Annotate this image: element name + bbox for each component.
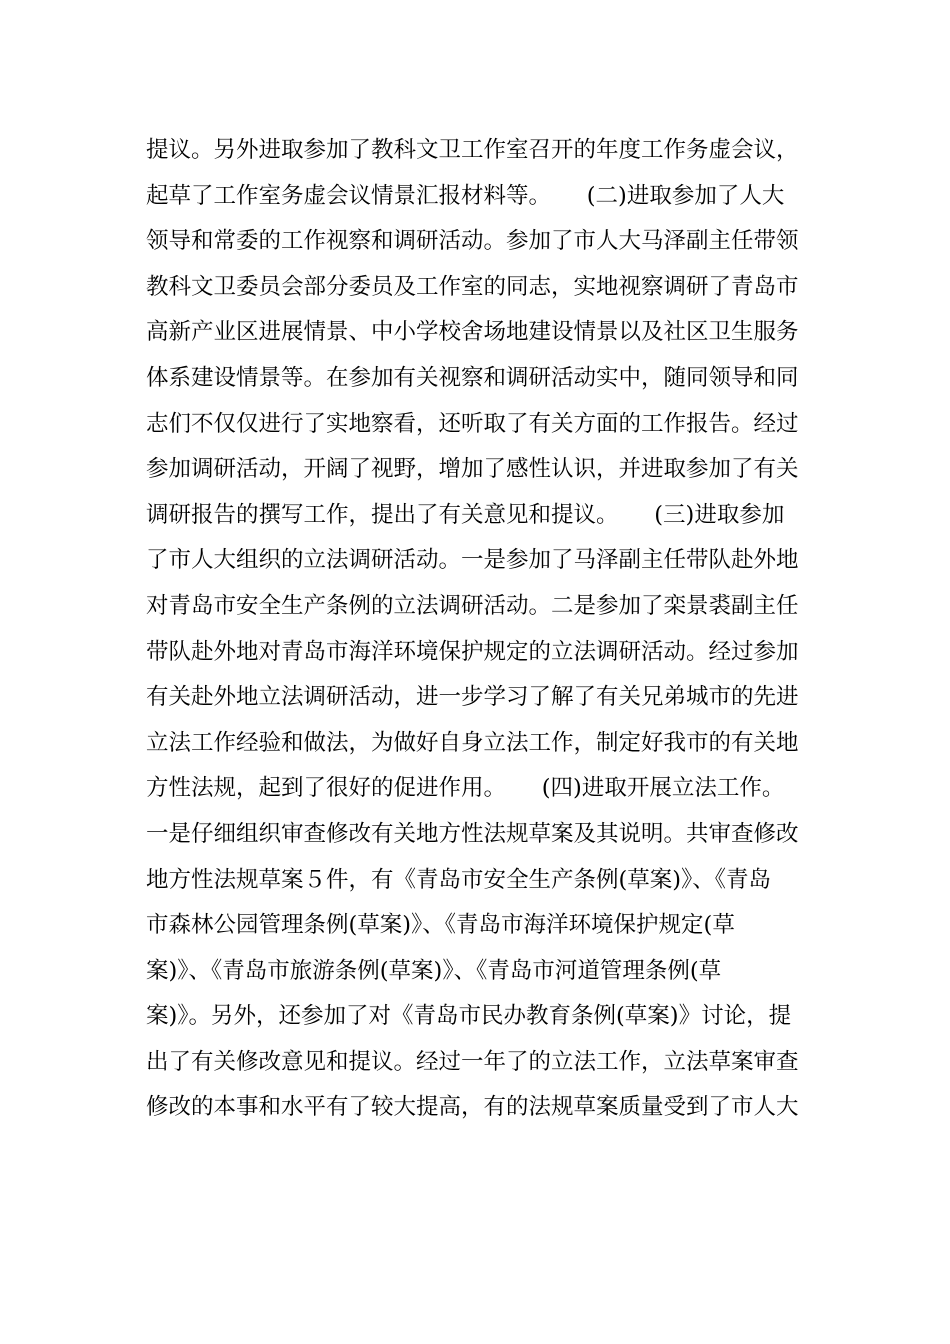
body-text	[146, 128, 811, 1131]
text-line: 修改的本事和水平有了较大提高，有的法规草案质量受到了市人大	[146, 1094, 799, 1121]
text-line: 起草了工作室务虚会议情景汇报材料等。 (二)进取参加了人大	[146, 182, 785, 209]
text-line: 调研报告的撰写工作，提出了有关意见和提议。 (三)进取参加	[146, 501, 785, 528]
text-line: 一是仔细组织审查修改有关地方性法规草案及其说明。共审查修改	[146, 820, 799, 847]
text-line: 案)》。另外，还参加了对《青岛市民办教育条例(草案)》讨论，提	[146, 1003, 792, 1030]
text-line: 立法工作经验和做法，为做好自身立法工作，制定好我市的有关地	[146, 729, 799, 756]
text-line: 出了有关修改意见和提议。经过一年了的立法工作，立法草案审查	[146, 1048, 799, 1075]
text-line: 带队赴外地对青岛市海洋环境保护规定的立法调研活动。经过参加	[146, 638, 799, 665]
text-line: 有关赴外地立法调研活动，进一步学习了解了有关兄弟城市的先进	[146, 684, 799, 711]
text-line: 地方性法规草案５件，有《青岛市安全生产条例(草案)》、《青岛	[146, 866, 772, 893]
text-line: 高新产业区进展情景、中小学校舍场地建设情景以及社区卫生服务	[146, 319, 799, 346]
text-line: 志们不仅仅进行了实地察看，还听取了有关方面的工作报告。经过	[146, 410, 799, 437]
text-line: 提议。另外进取参加了教科文卫工作室召开的年度工作务虚会议，	[146, 137, 799, 163]
text-line: 方性法规，起到了很好的促进作用。 (四)进取开展立法工作。	[146, 775, 785, 802]
text-line: 领导和常委的工作视察和调研活动。参加了市人大马泽副主任带领	[146, 228, 799, 255]
text-line: 教科文卫委员会部分委员及工作室的同志，实地视察调研了青岛市	[146, 273, 799, 300]
text-line: 体系建设情景等。在参加有关视察和调研活动实中，随同领导和同	[146, 364, 799, 391]
text-line: 市森林公园管理条例(草案)》、《青岛市海洋环境保护规定(草	[146, 912, 735, 939]
text-line: 了市人大组织的立法调研活动。一是参加了马泽副主任带队赴外地	[146, 547, 799, 574]
text-line: 参加调研活动，开阔了视野，增加了感性认识，并进取参加了有关	[146, 456, 799, 483]
text-line: 对青岛市安全生产条例的立法调研活动。二是参加了栾景裘副主任	[146, 592, 799, 619]
text-line: 案)》、《青岛市旅游条例(草案)》、《青岛市河道管理条例(草	[146, 957, 722, 984]
